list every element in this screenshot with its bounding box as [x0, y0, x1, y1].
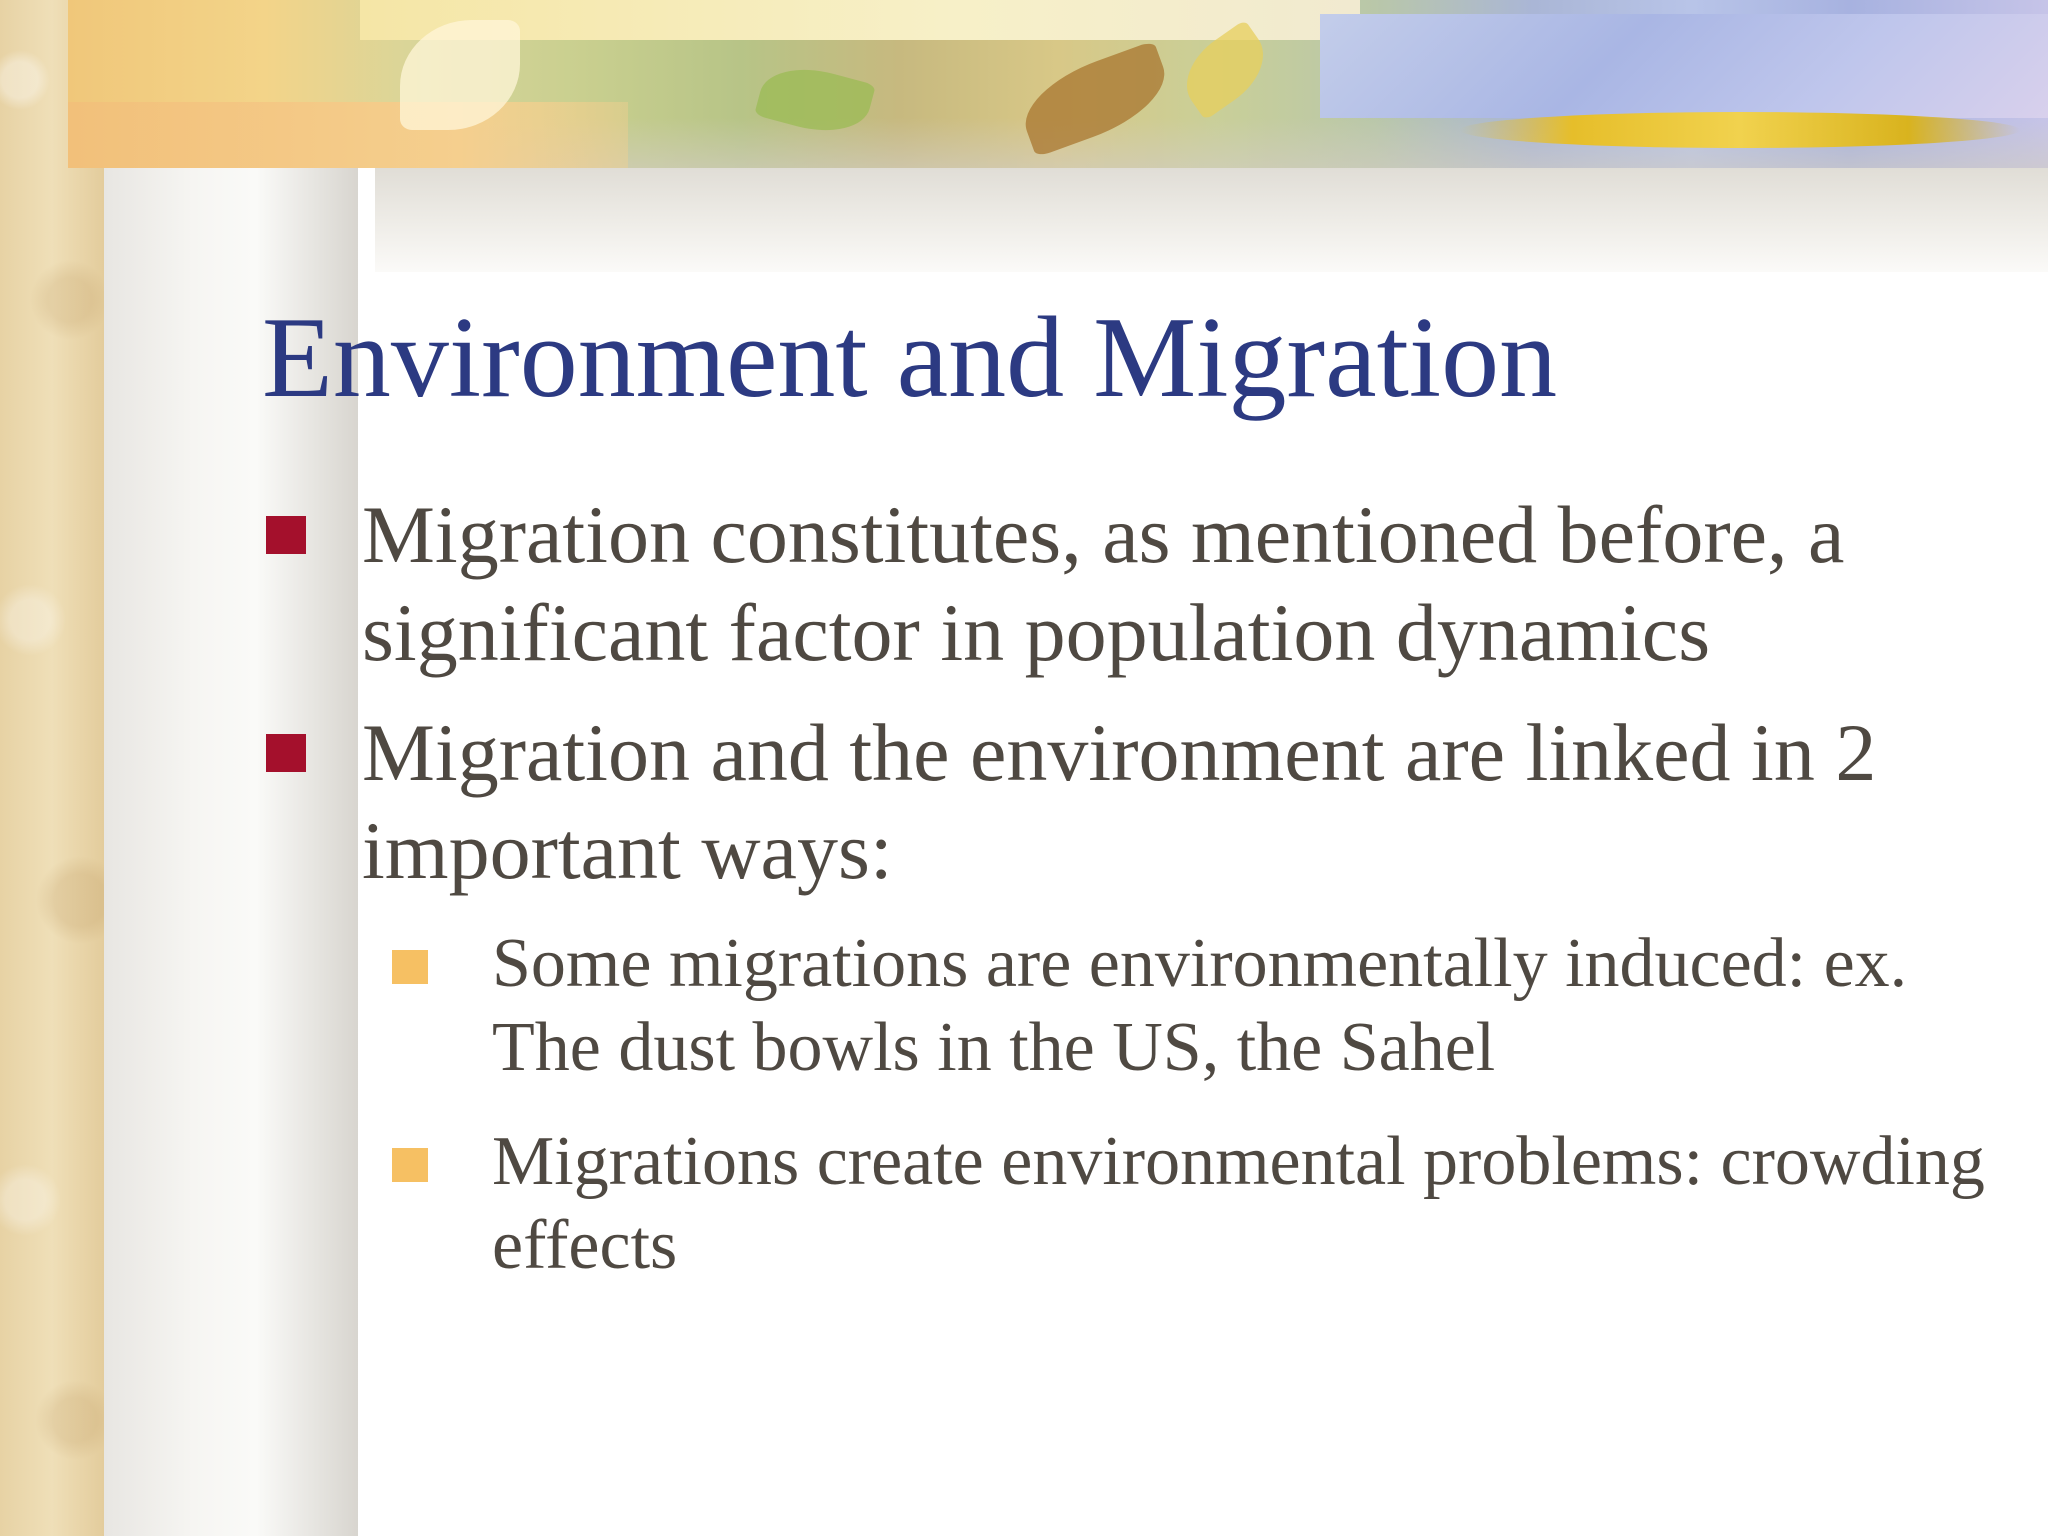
banner-orange-bar [68, 102, 628, 168]
square-bullet-icon [266, 516, 306, 554]
bullet-item [262, 486, 2002, 682]
square-bullet-icon [266, 734, 306, 772]
banner-gold-wheat [1460, 112, 2020, 148]
square-sub-bullet-icon [392, 950, 428, 984]
header-ledge [375, 168, 2048, 272]
bullet-text: Migration and the environment are linked in 2 important ways: [362, 707, 1877, 896]
sub-bullet-text: Migrations create environmental problems: crowding effects [492, 1123, 1985, 1284]
parchment-sidebar [0, 0, 104, 1536]
sub-bullet-text: Some migrations are environmentally induced: ex. The dust bowls in the US, the Sahel [492, 925, 1908, 1086]
sub-bullet-item [262, 1120, 2002, 1288]
slide-title: Environment and Migration [262, 294, 1558, 422]
sub-bullet-item [262, 922, 2002, 1090]
bullet-text: Migration constitutes, as mentioned before, a significant factor in population dynamics [362, 489, 1845, 678]
square-sub-bullet-icon [392, 1148, 428, 1182]
banner-blue-hydrangea [1320, 14, 2048, 118]
bullet-list [262, 486, 2002, 1318]
bullet-item [262, 704, 2002, 900]
